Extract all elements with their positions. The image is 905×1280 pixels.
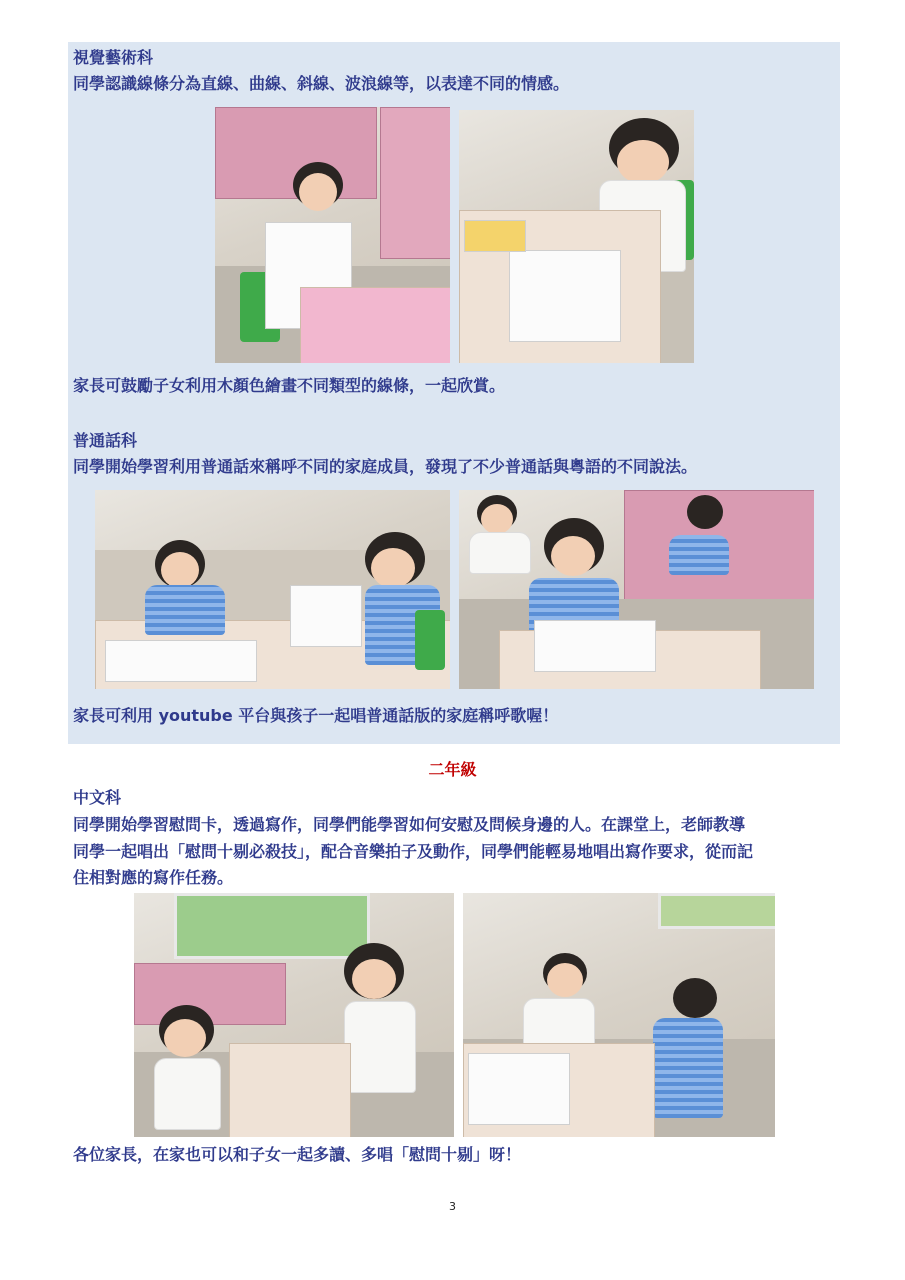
- section-intro-putonghua: 同學開始學習利用普通話來稱呼不同的家庭成員，發現了不少普通話與粵語的不同說法。: [73, 457, 698, 476]
- photo-girl-holding-drawing: [215, 107, 450, 363]
- photo-putonghua-class-left: [95, 490, 450, 689]
- section-note-putonghua: 家長可利用 youtube 平台與孩子一起唱普通話版的家庭稱呼歌喔！: [73, 706, 559, 725]
- photo-boy-drawing-lines: [459, 110, 694, 363]
- section-title-putonghua: 普通話科: [73, 431, 138, 450]
- section-note-visual-arts: 家長可鼓勵子女利用木顏色繪畫不同類型的線條，一起欣賞。: [73, 376, 506, 395]
- section-title-chinese: 中文科: [73, 788, 122, 807]
- photo-chinese-class-right: [463, 893, 775, 1137]
- section-intro-chinese-line-2: 同學一起唱出「慰問十剔必殺技」，配合音樂拍子及動作，同學們能輕易地唱出寫作要求，從而記: [73, 842, 754, 861]
- section-note-chinese: 各位家長，在家也可以和子女一起多讀、多唱「慰問十剔」呀！: [73, 1145, 522, 1164]
- photo-chinese-class-left: [134, 893, 454, 1137]
- photo-putonghua-class-right: [459, 490, 814, 689]
- section-intro-visual-arts: 同學認識線條分為直線、曲線、斜線、波浪線等，以表達不同的情感。: [73, 74, 570, 93]
- grade-heading: 二年級: [428, 760, 477, 779]
- section-intro-chinese-line-3: 住相對應的寫作任務。: [73, 868, 234, 887]
- page-number: 3: [449, 1200, 456, 1213]
- section-intro-chinese-line-1: 同學開始學習慰問卡，透過寫作，同學們能學習如何安慰及問候身邊的人。在課堂上，老師教導: [73, 815, 746, 834]
- section-title-visual-arts: 視覺藝術科: [73, 48, 154, 67]
